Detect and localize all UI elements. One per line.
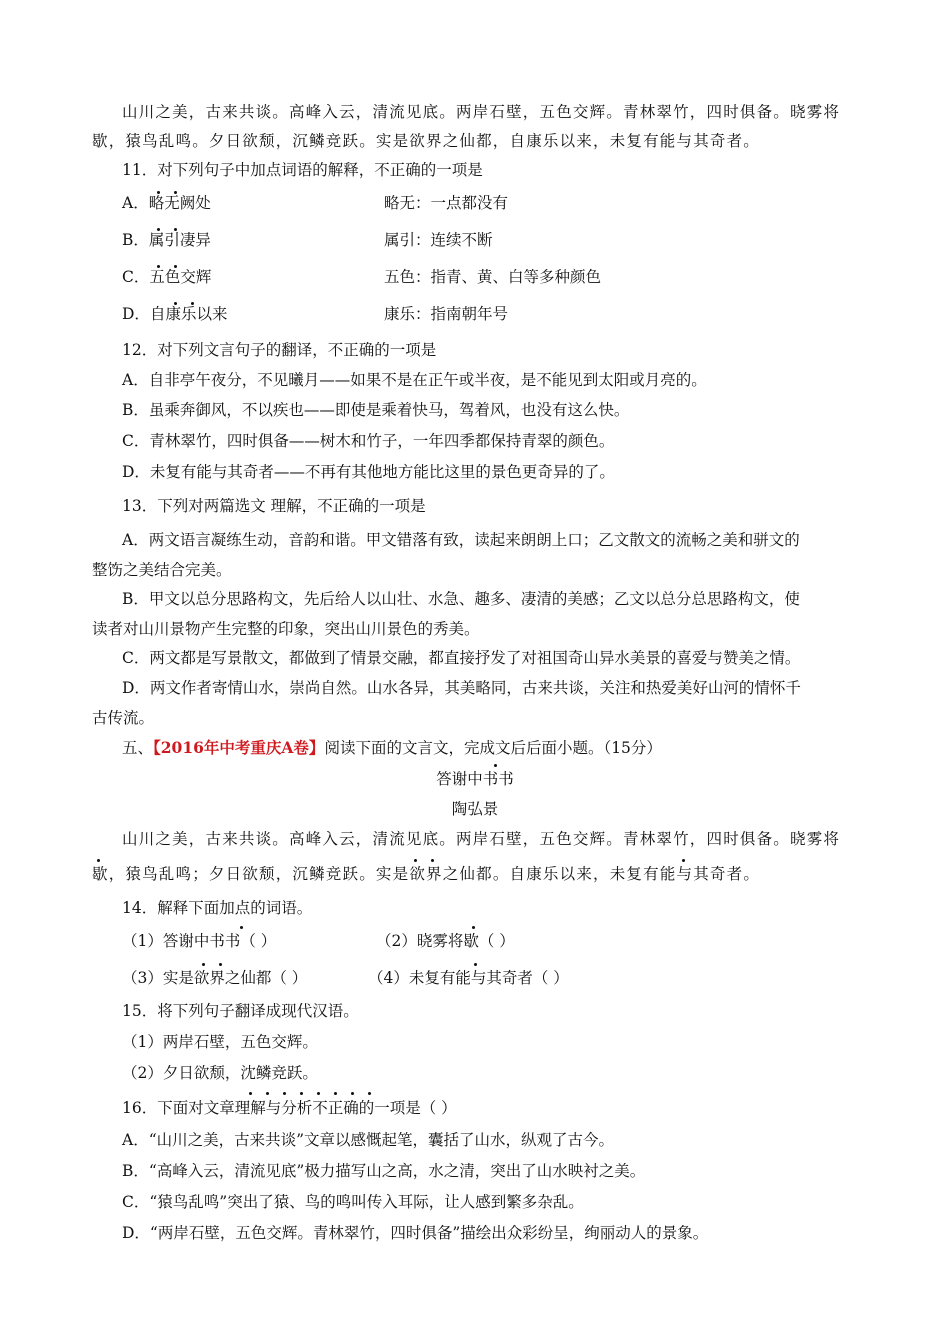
q15-item-1: （1）两岸石壁，五色交辉。 xyxy=(122,1033,318,1051)
exam-source: 【2016年中考重庆A卷】 xyxy=(153,738,325,757)
q13-option-a-line1: A．两文语言凝练生动，音韵和谐。甲文错落有致，读起来朗朗上口；乙文散文的流畅之美和骈文的 xyxy=(122,531,800,549)
q12-option-b: B．虽乘奔御风，不以疾也——即使是乘着快马，驾着风，也没有这么快。 xyxy=(122,401,630,419)
q13-option-d-line1: D．两文作者寄情山水，崇尚自然。山水各异，其美略同，古来共谈，关注和热爱美好山河的情怀千 xyxy=(122,679,801,697)
passage2-line-2: 歇，猿鸟乱鸣；夕日欲颓，沉鳞竞跃。实是欲界之仙都。自康乐以来，未复有能与其奇者。 xyxy=(92,865,761,883)
q16-option-b: B．“高峰入云，清流见底”极力描写山之高，水之清，突出了山水映衬之美。 xyxy=(122,1162,646,1180)
q11-option-b: B．属引凄异 属引：连续不断 xyxy=(122,231,493,249)
q14-row-1: （1）答谢中书书（ ） （2）晓雾将歇（ ） xyxy=(122,932,515,950)
passage-line-1: 山川之美，古来共谈。高峰入云，清流见底。两岸石壁，五色交辉。青林翠竹，四时俱备。晓雾将 xyxy=(122,103,841,121)
dotted-phrase: 自康乐以来 xyxy=(149,305,228,323)
q16-option-a: A．“山川之美，古来共谈”文章以感慨起笔，囊括了山水，纵观了古今。 xyxy=(122,1131,615,1149)
q14-row-2: （3）实是欲界之仙都（ ） （4）未复有能与其奇者（ ） xyxy=(122,969,569,987)
passage-line-2: 歇，猿鸟乱鸣。夕日欲颓，沉鳞竞跃。实是欲界之仙都，自康乐以来，未复有能与其奇者。 xyxy=(92,132,761,150)
q14-stem: 14．解释下面加点的词语。 xyxy=(122,899,313,917)
q16-stem: 16．下面对文章理解与分析不正确的一项是（ ） xyxy=(122,1099,457,1117)
q13-option-c: C．两文都是写景散文，都做到了情景交融，都直接抒发了对祖国奇山异水美景的喜爱与赞美之情。 xyxy=(122,649,801,667)
q11-stem: 11．对下列句子中加点词语的解释，不正确的一项是 xyxy=(122,161,483,179)
passage-title: 答谢中书书 xyxy=(436,770,514,788)
q12-option-d: D．未复有能与其奇者——不再有其他地方能比这里的景色更奇异的了。 xyxy=(122,463,615,481)
q13-option-b-line2: 读者对山川景物产生完整的印象，突出山川景色的秀美。 xyxy=(92,620,480,638)
q12-option-c: C．青林翠竹，四时俱备——树木和竹子，一年四季都保持青翠的颜色。 xyxy=(122,432,615,450)
q16-option-d: D．“两岸石壁，五色交辉。青林翠竹，四时俱备”描绘出众彩纷呈，绚丽动人的景象。 xyxy=(122,1224,709,1242)
q12-option-a: A．自非亭午夜分，不见曦月——如果不是在正午或半夜，是不能见到太阳或月亮的。 xyxy=(122,371,707,389)
q13-option-d-line2: 古传流。 xyxy=(92,709,155,727)
q16-option-c: C．“猿鸟乱鸣”突出了猿、鸟的鸣叫传入耳际，让人感到繁多杂乱。 xyxy=(122,1193,584,1211)
dotted-phrase: 属引凄异 xyxy=(148,231,211,249)
q11-option-d: D．自康乐以来 康乐：指南朝年号 xyxy=(122,305,509,323)
section-5-heading: 五、【2016年中考重庆A卷】阅读下面的文言文，完成文后后面小题。（15分） xyxy=(122,738,662,757)
dotted-phrase: 略无阙处 xyxy=(148,194,211,212)
passage-author: 陶弘景 xyxy=(451,800,499,818)
q13-stem: 13．下列对两篇选文 理解，不正确的一项是 xyxy=(122,497,426,515)
dotted-phrase: 五色交辉 xyxy=(149,268,212,286)
passage2-line-1: 山川之美，古来共谈。高峰入云，清流见底。两岸石壁，五色交辉。青林翠竹，四时俱备。晓雾将 xyxy=(122,830,841,848)
q13-option-b-line1: B．甲文以总分思路构文，先后给人以山壮、水急、趣多、凄清的美感；乙文以总分总思路构文，使 xyxy=(122,590,800,608)
q11-option-c: C．五色交辉 五色：指青、黄、白等多种颜色 xyxy=(122,268,602,286)
q15-item-2: （2）夕日欲颓，沈鳞竞跃。 xyxy=(122,1064,318,1082)
title-emphasis-dot xyxy=(494,764,497,767)
q11-option-a: A．略无阙处 略无：一点都没有 xyxy=(122,194,509,212)
q15-stem: 15．将下列句子翻译成现代汉语。 xyxy=(122,1002,359,1020)
q13-option-a-line2: 整饬之美结合完美。 xyxy=(92,561,232,579)
q12-stem: 12．对下列文言句子的翻译，不正确的一项是 xyxy=(122,341,437,359)
